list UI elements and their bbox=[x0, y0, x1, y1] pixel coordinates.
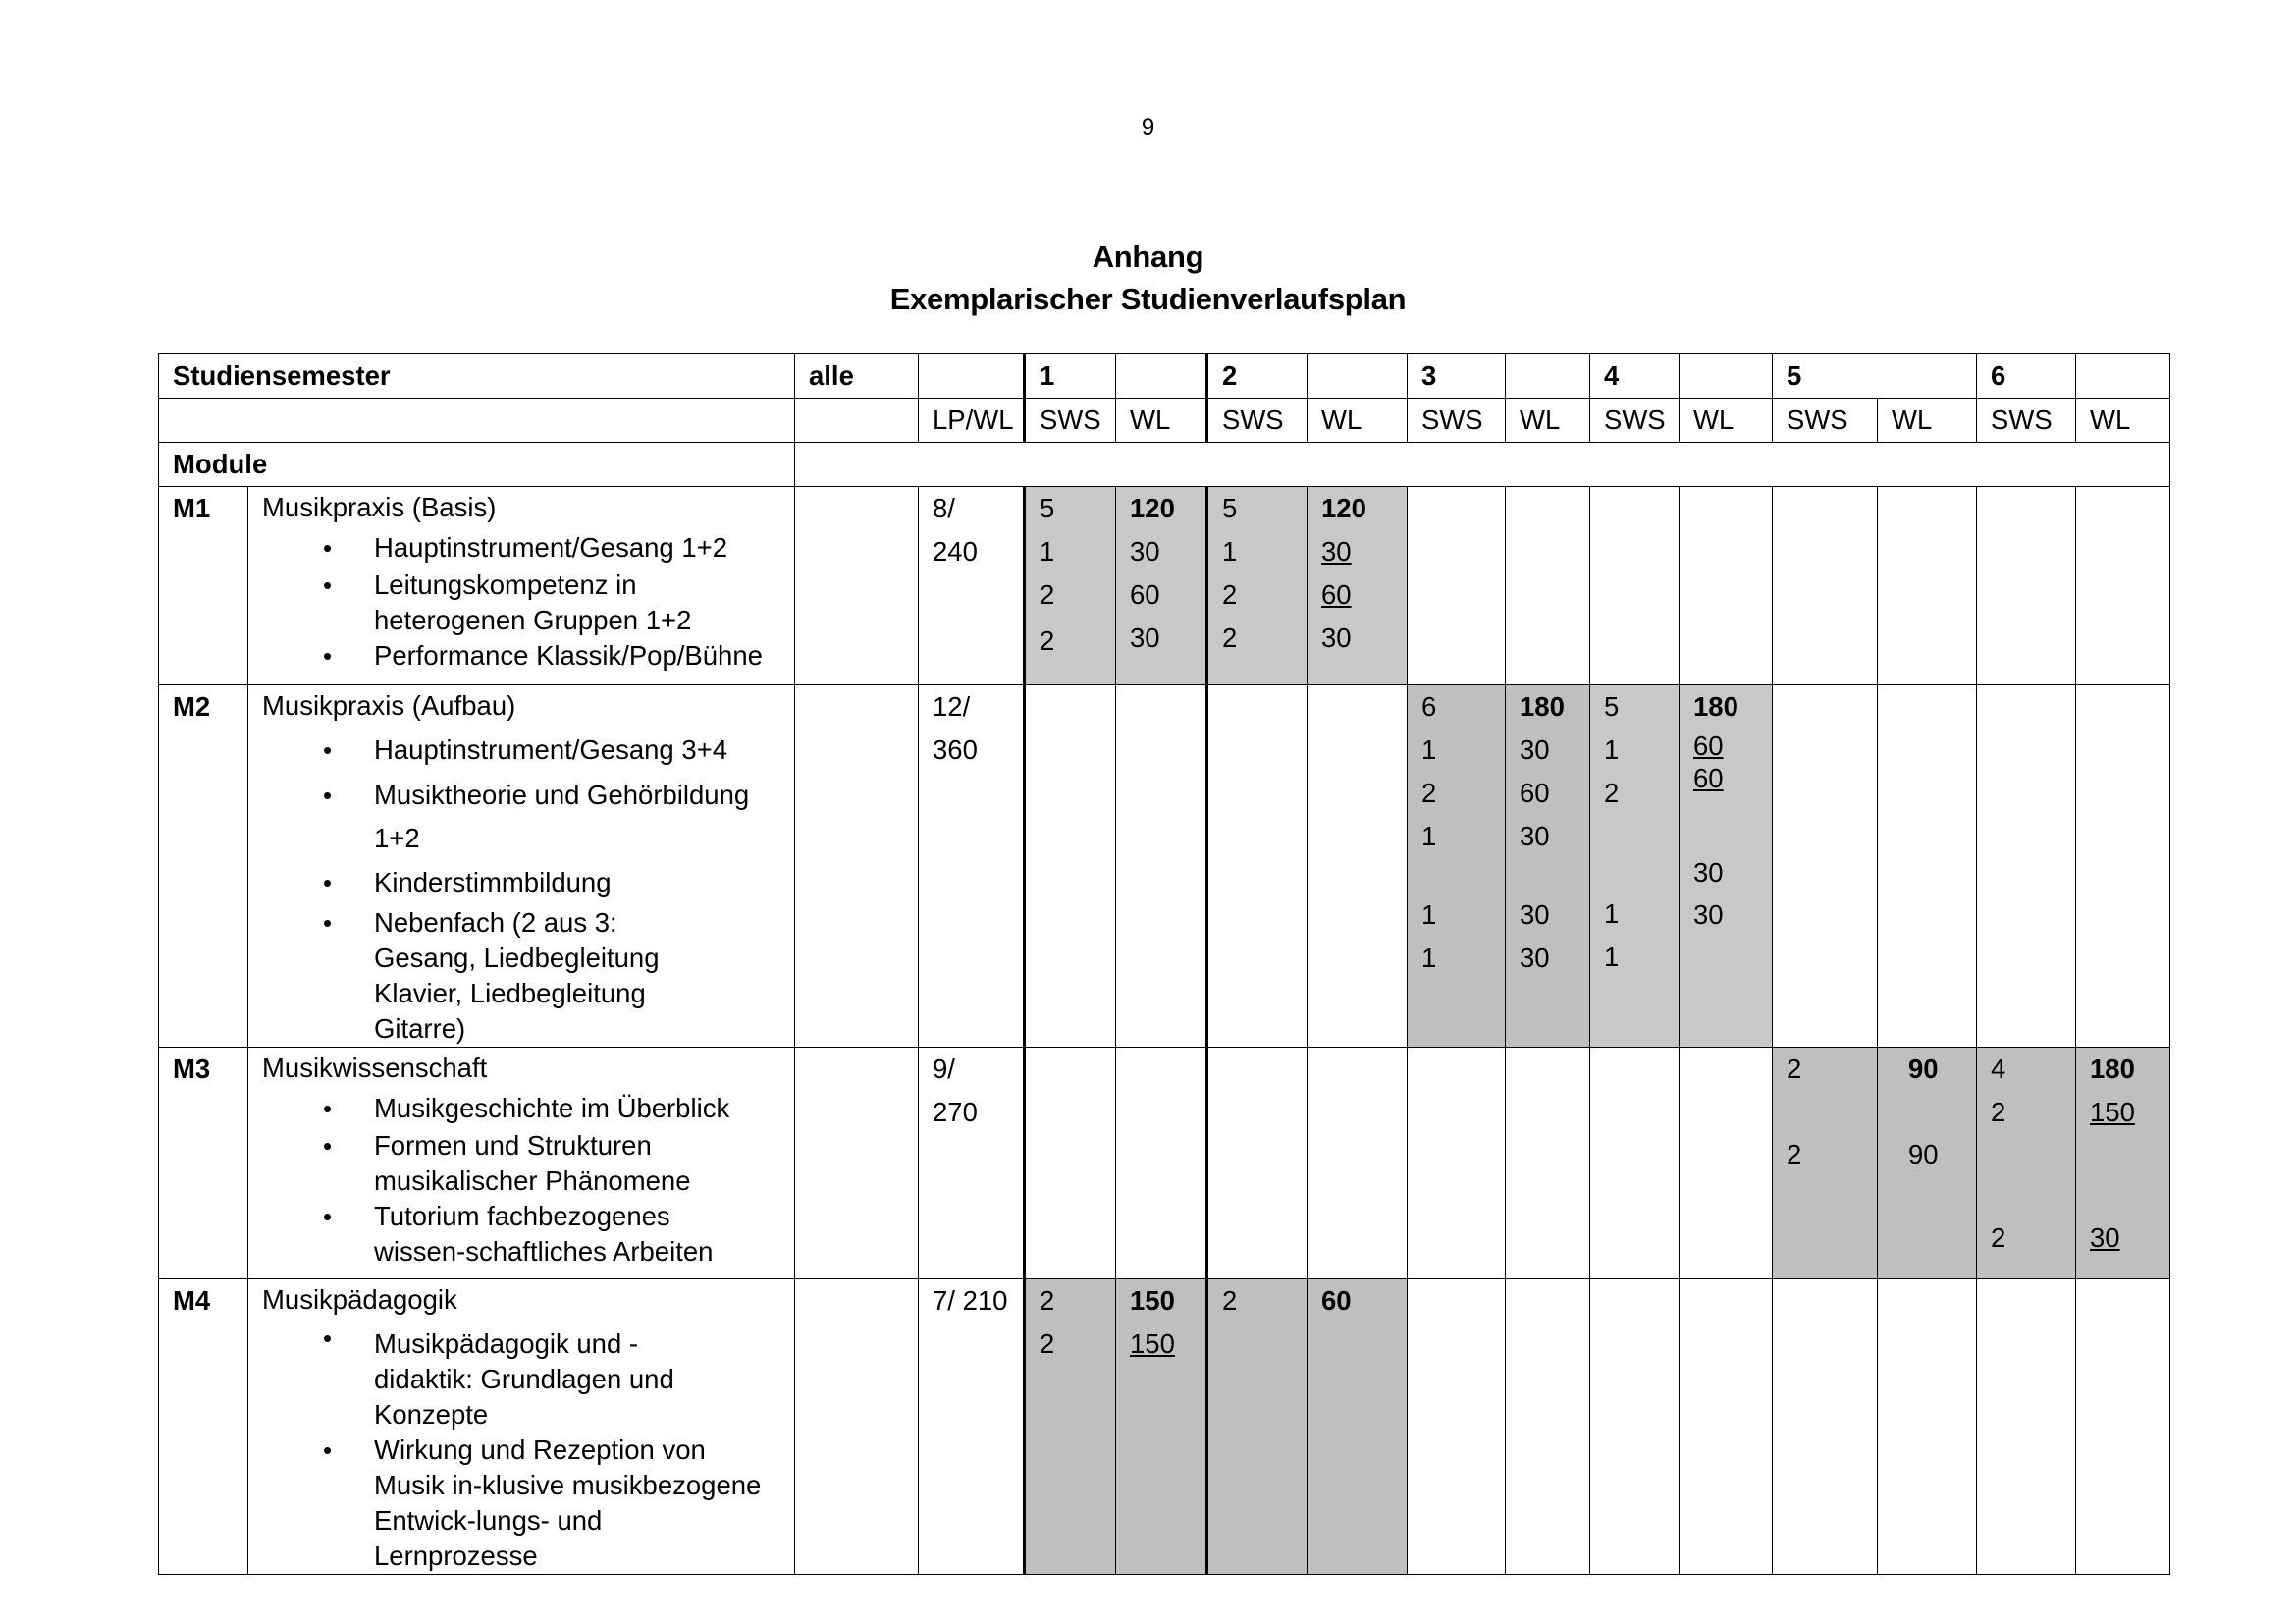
sws-value: 2 bbox=[1040, 625, 1055, 656]
empty-cell bbox=[1308, 1048, 1408, 1279]
wl-sum: 180 bbox=[2090, 1054, 2135, 1084]
sws-value: 2 bbox=[1991, 1222, 2006, 1253]
header-wl: WL bbox=[1506, 399, 1590, 443]
wl-value: 150 bbox=[1130, 1328, 1175, 1359]
m3-s6-wl bbox=[2076, 1048, 2170, 1279]
header-sws: SWS bbox=[1025, 399, 1116, 443]
wl-value: 30 bbox=[2090, 1222, 2120, 1253]
empty-cell bbox=[1977, 685, 2076, 1048]
list-item: • Nebenfach (2 aus 3: Gesang, Liedbegleitung Klavier, Liedbegleitung Gitarre) bbox=[262, 905, 708, 1047]
sws-value: 1 bbox=[1421, 943, 1437, 973]
empty-cell bbox=[1408, 487, 1506, 685]
header-module: Module bbox=[159, 443, 795, 487]
empty-cell bbox=[1977, 487, 2076, 685]
m2-s3-sws bbox=[1408, 685, 1506, 1048]
module-items bbox=[262, 1321, 794, 1574]
empty-cell bbox=[1116, 1048, 1207, 1279]
m4-s1-wl bbox=[1116, 1279, 1207, 1575]
module-name: Musikwissenschaft bbox=[262, 1053, 488, 1083]
header-semester-4: 4 bbox=[1590, 354, 1680, 399]
empty-cell bbox=[1506, 1279, 1590, 1575]
empty-cell bbox=[795, 685, 919, 1048]
module-name: Musikpraxis (Basis) bbox=[262, 492, 497, 522]
module-description bbox=[248, 1048, 795, 1279]
empty-cell bbox=[1977, 1279, 2076, 1575]
m4-s1-sws bbox=[1025, 1279, 1116, 1575]
module-row-m3 bbox=[159, 1048, 2170, 1279]
list-item: • Wirkung und Rezeption von Musik in-klusive musikbezogene Entwick-lungs- und Lernprozesse bbox=[262, 1433, 767, 1574]
list-item: • Hauptinstrument/Gesang 1+2 bbox=[262, 528, 794, 568]
wl-value: 30 bbox=[1130, 536, 1160, 567]
header-semester-3: 3 bbox=[1408, 354, 1506, 399]
wl-value: 30 bbox=[1321, 623, 1352, 653]
empty-cell bbox=[1773, 1279, 1878, 1575]
m2-s3-wl bbox=[1506, 685, 1590, 1048]
sws-value: 1 bbox=[1421, 899, 1437, 930]
list-item: • Leitungskompetenz in heterogenen Gruppen 1+2 bbox=[262, 568, 794, 638]
header-wl: WL bbox=[1680, 399, 1773, 443]
empty-cell bbox=[2076, 1279, 2170, 1575]
wl-value: 30 bbox=[1693, 857, 1724, 888]
module-code: M3 bbox=[159, 1048, 248, 1279]
lp-wl-total: 7/ 210 bbox=[933, 1285, 1008, 1316]
wl-sum: 180 bbox=[1520, 691, 1565, 722]
sws-value: 6 bbox=[1421, 691, 1437, 722]
m3-s6-sws bbox=[1977, 1048, 2076, 1279]
module-items bbox=[262, 727, 794, 1047]
header-semester-5: 5 bbox=[1773, 354, 1977, 399]
empty-cell bbox=[1680, 1048, 1773, 1279]
empty-cell bbox=[1116, 685, 1207, 1048]
wl-value: 60 bbox=[1321, 579, 1352, 610]
header-row-module bbox=[159, 443, 2170, 487]
sws-value: 1 bbox=[1222, 536, 1238, 567]
empty-cell bbox=[1878, 685, 1977, 1048]
wl-sum: 150 bbox=[1130, 1285, 1175, 1316]
header-alle: alle bbox=[795, 354, 919, 399]
list-item: • Musiktheorie und Gehörbildung 1+2 bbox=[262, 774, 794, 860]
header-sws: SWS bbox=[1977, 399, 2076, 443]
lp-wl-value bbox=[919, 1048, 1025, 1279]
sws-value: 2 bbox=[1604, 778, 1620, 808]
sws-value: 2 bbox=[1787, 1139, 1802, 1169]
m1-s2-sws bbox=[1207, 487, 1308, 685]
header-empty bbox=[1308, 354, 1408, 399]
header-sws: SWS bbox=[1773, 399, 1878, 443]
list-item: • Kinderstimmbildung bbox=[262, 860, 794, 905]
sws-value: 1 bbox=[1421, 821, 1437, 851]
wl-value: 90 bbox=[1908, 1139, 1939, 1169]
sws-value: 5 bbox=[1604, 691, 1620, 722]
wl-sum: 180 bbox=[1693, 691, 1738, 722]
wl-value: 60 bbox=[1520, 778, 1550, 808]
sws-value: 2 bbox=[1040, 1328, 1055, 1359]
empty-cell bbox=[2076, 685, 2170, 1048]
lp-wl-value bbox=[919, 487, 1025, 685]
header-sws: SWS bbox=[1590, 399, 1680, 443]
header-wl: WL bbox=[1308, 399, 1408, 443]
module-row-m4 bbox=[159, 1279, 2170, 1575]
wl-total: 270 bbox=[933, 1097, 978, 1127]
m1-s1-sws bbox=[1025, 487, 1116, 685]
empty-cell bbox=[1590, 1279, 1680, 1575]
sws-value: 1 bbox=[1604, 734, 1620, 765]
empty-cell bbox=[1506, 1048, 1590, 1279]
header-sws: SWS bbox=[1408, 399, 1506, 443]
empty-cell bbox=[795, 1279, 919, 1575]
empty-cell bbox=[1408, 1048, 1506, 1279]
study-plan-table bbox=[158, 353, 2170, 1575]
m1-s1-wl bbox=[1116, 487, 1207, 685]
sws-value: 2 bbox=[1421, 778, 1437, 808]
m2-s4-wl bbox=[1680, 685, 1773, 1048]
wl-value: 30 bbox=[1520, 943, 1550, 973]
list-item: • Musikgeschichte im Überblick bbox=[262, 1089, 794, 1128]
header-semester-6: 6 bbox=[1977, 354, 2076, 399]
module-row-m2 bbox=[159, 685, 2170, 1048]
wl-value: 60 bbox=[1693, 763, 1724, 793]
module-description bbox=[248, 1279, 795, 1575]
wl-value: 30 bbox=[1520, 821, 1550, 851]
header-row-units bbox=[159, 399, 2170, 443]
header-empty bbox=[795, 399, 919, 443]
empty-cell bbox=[2076, 487, 2170, 685]
header-semester-1: 1 bbox=[1025, 354, 1116, 399]
sws-value: 1 bbox=[1040, 536, 1055, 567]
header-empty bbox=[795, 443, 2170, 487]
sws-value: 5 bbox=[1040, 493, 1055, 523]
lp-wl-value bbox=[919, 685, 1025, 1048]
lp-wl-value bbox=[919, 1279, 1025, 1575]
header-row-semesters bbox=[159, 354, 2170, 399]
sws-value: 1 bbox=[1421, 734, 1437, 765]
wl-sum: 60 bbox=[1321, 1285, 1352, 1316]
header-empty bbox=[1116, 354, 1207, 399]
list-item: • Tutorium fachbezogenes wissen-schaftliches Arbeiten bbox=[262, 1199, 757, 1270]
sws-value: 2 bbox=[1040, 1285, 1055, 1316]
lp-value: 8/ bbox=[933, 493, 955, 523]
header-semester-2: 2 bbox=[1207, 354, 1308, 399]
wl-value: 150 bbox=[2090, 1097, 2135, 1127]
sws-value: 2 bbox=[1787, 1054, 1802, 1084]
header-sws: SWS bbox=[1207, 399, 1308, 443]
empty-cell bbox=[1590, 487, 1680, 685]
module-name: Musikpraxis (Aufbau) bbox=[262, 690, 516, 721]
m3-s5-wl bbox=[1878, 1048, 1977, 1279]
sws-value: 1 bbox=[1604, 898, 1620, 929]
title-line-2: Exemplarischer Studienverlaufsplan bbox=[889, 282, 1407, 316]
lp-value: 9/ bbox=[933, 1054, 955, 1084]
empty-cell bbox=[1025, 685, 1116, 1048]
wl-value: 60 bbox=[1693, 731, 1724, 761]
wl-value: 30 bbox=[1693, 899, 1724, 930]
module-items bbox=[262, 1089, 794, 1270]
header-wl: WL bbox=[1116, 399, 1207, 443]
wl-value: 30 bbox=[1520, 734, 1550, 765]
sws-value: 1 bbox=[1604, 942, 1620, 972]
page-number: 9 bbox=[1141, 114, 1155, 140]
module-description bbox=[248, 685, 795, 1048]
sws-value: 2 bbox=[1222, 623, 1238, 653]
empty-cell bbox=[1878, 1279, 1977, 1575]
m4-s2-wl bbox=[1308, 1279, 1408, 1575]
list-item: • Performance Klassik/Pop/Bühne bbox=[262, 638, 794, 674]
wl-total: 240 bbox=[933, 536, 978, 567]
sws-value: 2 bbox=[1040, 579, 1055, 610]
module-row-m1 bbox=[159, 487, 2170, 685]
header-wl: WL bbox=[1878, 399, 1977, 443]
list-item: • Hauptinstrument/Gesang 3+4 bbox=[262, 727, 794, 774]
sws-value: 2 bbox=[1222, 579, 1238, 610]
header-empty bbox=[159, 399, 795, 443]
module-code: M2 bbox=[159, 685, 248, 1048]
empty-cell bbox=[1506, 487, 1590, 685]
module-code: M1 bbox=[159, 487, 248, 685]
module-items bbox=[262, 528, 794, 674]
empty-cell bbox=[1207, 685, 1308, 1048]
list-item: • Musikpädagogik und -didaktik: Grundlagen und Konzepte bbox=[262, 1321, 727, 1433]
empty-cell bbox=[795, 1048, 919, 1279]
m4-s2-sws bbox=[1207, 1279, 1308, 1575]
header-empty bbox=[1680, 354, 1773, 399]
empty-cell bbox=[1308, 685, 1408, 1048]
wl-value: 60 bbox=[1130, 579, 1160, 610]
empty-cell bbox=[1408, 1279, 1506, 1575]
list-item: • Formen und Strukturen musikalischer Phänomene bbox=[262, 1128, 794, 1199]
module-code: M4 bbox=[159, 1279, 248, 1575]
lp-value: 12/ bbox=[933, 691, 971, 722]
wl-value: 30 bbox=[1130, 623, 1160, 653]
empty-cell bbox=[1878, 487, 1977, 685]
empty-cell bbox=[1680, 1279, 1773, 1575]
sws-value: 2 bbox=[1991, 1097, 2006, 1127]
wl-value: 30 bbox=[1321, 536, 1352, 567]
empty-cell bbox=[1680, 487, 1773, 685]
header-studiensemester: Studiensemester bbox=[159, 354, 795, 399]
sws-value: 5 bbox=[1222, 493, 1238, 523]
header-empty bbox=[919, 354, 1025, 399]
empty-cell bbox=[1590, 1048, 1680, 1279]
m2-s4-sws bbox=[1590, 685, 1680, 1048]
header-wl: WL bbox=[2076, 399, 2170, 443]
empty-cell bbox=[1773, 685, 1878, 1048]
wl-sum: 120 bbox=[1130, 493, 1175, 523]
sws-value: 4 bbox=[1991, 1054, 2006, 1084]
m1-s2-wl bbox=[1308, 487, 1408, 685]
m3-s5-sws bbox=[1773, 1048, 1878, 1279]
wl-sum: 90 bbox=[1908, 1054, 1939, 1084]
header-lpwl: LP/WL bbox=[919, 399, 1025, 443]
empty-cell bbox=[1025, 1048, 1116, 1279]
module-name: Musikpädagogik bbox=[262, 1284, 457, 1315]
empty-cell bbox=[795, 487, 919, 685]
wl-sum: 120 bbox=[1321, 493, 1366, 523]
empty-cell bbox=[1773, 487, 1878, 685]
header-empty bbox=[2076, 354, 2170, 399]
module-description bbox=[248, 487, 795, 685]
wl-total: 360 bbox=[933, 734, 978, 765]
wl-value: 30 bbox=[1520, 899, 1550, 930]
page-title bbox=[0, 236, 2296, 320]
header-empty bbox=[1506, 354, 1590, 399]
sws-value: 2 bbox=[1222, 1285, 1238, 1316]
title-line-1: Anhang bbox=[1092, 240, 1204, 274]
empty-cell bbox=[1207, 1048, 1308, 1279]
